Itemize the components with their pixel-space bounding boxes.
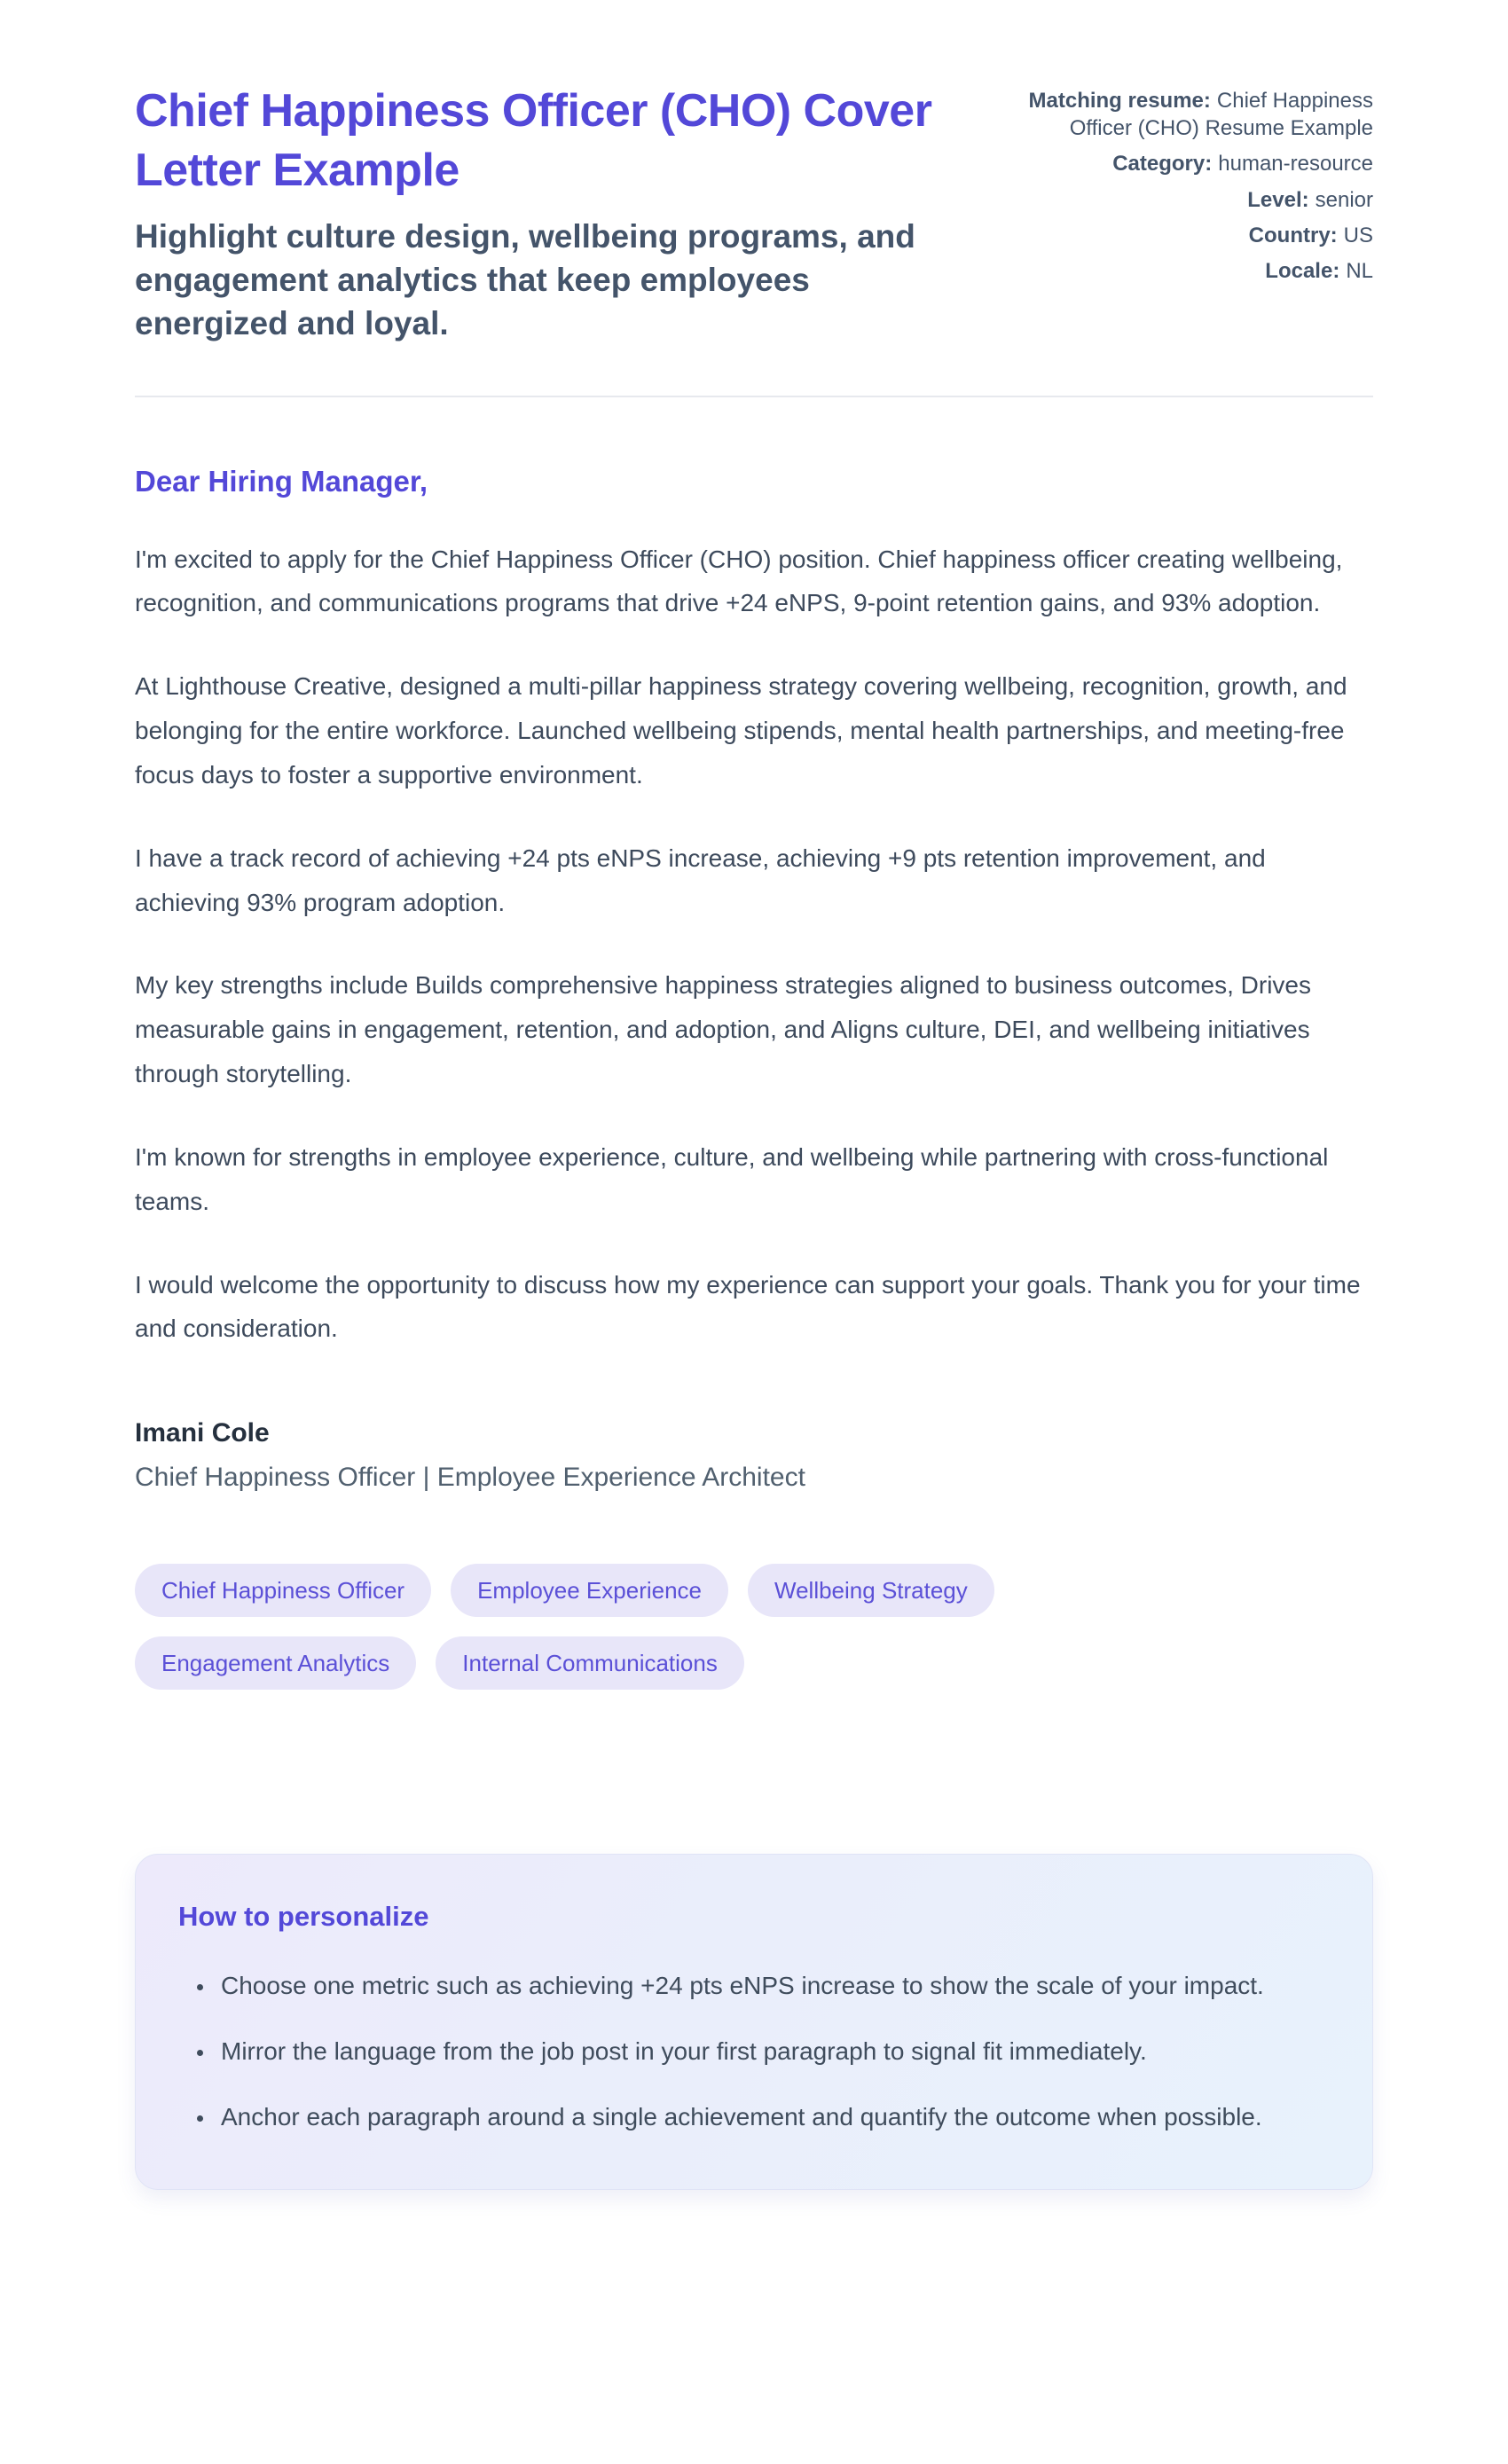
meta-label: Level: xyxy=(1247,187,1309,212)
tip-item: • Anchor each paragraph around a single achievement and quantify the outcome when possible. xyxy=(216,2096,1330,2138)
meta-matching-resume xyxy=(992,87,1373,142)
how-to-personalize-title: How to personalize xyxy=(178,1901,429,1933)
meta-value: senior xyxy=(1315,187,1373,212)
meta-value: US xyxy=(1343,223,1373,247)
tag-internal-communications[interactable]: Internal Communications xyxy=(436,1636,744,1690)
meta-label: Locale: xyxy=(1265,258,1340,283)
meta-value: NL xyxy=(1346,258,1373,283)
how-to-personalize-card xyxy=(135,1854,1373,2189)
page-title: Chief Happiness Officer (CHO) Cover Letter Example xyxy=(135,85,932,196)
meta-label: Category: xyxy=(1112,152,1213,177)
letter-paragraph: I'm known for strengths in employee experience, culture, and wellbeing while partnering with cross-functional teams. xyxy=(135,1142,1329,1215)
tip-item: • Mirror the language from the job post in your first paragraph to signal fit immediately. xyxy=(216,2030,1330,2073)
title-block xyxy=(135,82,960,346)
meta-label: Matching resume: xyxy=(1028,89,1211,113)
letter-paragraph: At Lighthouse Creative, designed a multi-pillar happiness strategy covering wellbeing, recognition, growth, and belonging for the entire workforce. Launched wellbeing stipends, mental health partnerships, and meeting-free focus days to foster a supportive environment. xyxy=(135,672,1347,789)
meta-label: Country: xyxy=(1248,223,1338,247)
meta-category xyxy=(992,150,1373,177)
meta-value: Chief Happiness Officer (CHO) Resume Example xyxy=(1069,89,1373,141)
meta-locale xyxy=(992,257,1373,285)
page-subtitle: Highlight culture design, wellbeing programs, and engagement analytics that keep employees energized and loyal. xyxy=(135,218,915,341)
signature-name: Imani Cole xyxy=(135,1418,270,1448)
tag-list xyxy=(135,1564,1244,1690)
tag-chief-happiness-officer[interactable]: Chief Happiness Officer xyxy=(135,1564,431,1617)
tip-item: • Choose one metric such as achieving +24 pts eNPS increase to show the scale of your impact. xyxy=(216,1965,1330,2007)
meta-country xyxy=(992,222,1373,249)
resume-meta-block xyxy=(992,82,1373,293)
tag-wellbeing-strategy[interactable]: Wellbeing Strategy xyxy=(748,1564,994,1617)
meta-level xyxy=(992,186,1373,214)
meta-value: human-resource xyxy=(1218,152,1373,177)
tag-employee-experience[interactable]: Employee Experience xyxy=(451,1564,728,1617)
signature-role: Chief Happiness Officer | Employee Experience Architect xyxy=(135,1463,805,1493)
letter-greeting: Dear Hiring Manager, xyxy=(135,464,428,498)
letter-paragraph: I would welcome the opportunity to discuss how my experience can support your goals. Thank you for your time and consideration. xyxy=(135,1270,1361,1343)
tag-engagement-analytics[interactable]: Engagement Analytics xyxy=(135,1636,416,1690)
header-divider xyxy=(135,396,1373,397)
letter-body xyxy=(135,465,1373,1494)
how-to-personalize-list xyxy=(178,1965,1330,2138)
letter-paragraph: I have a track record of achieving +24 pts eNPS increase, achieving +9 pts retention improvement, and achieving 93% program adoption. xyxy=(135,844,1266,916)
cover-letter-page xyxy=(135,0,1373,2190)
letter-paragraph: I'm excited to apply for the Chief Happiness Officer (CHO) position. Chief happiness officer creating wellbeing, recognition, and communications programs that drive +24 eNPS, 9-point retention gains, and 93% adoption. xyxy=(135,545,1343,617)
page-header xyxy=(135,82,1373,346)
letter-paragraph: My key strengths include Builds comprehensive happiness strategies aligned to business outcomes, Drives measurable gains in engagement, retention, and adoption, and Aligns culture, DEI, and wellbeing initiatives through storytelling. xyxy=(135,971,1312,1088)
